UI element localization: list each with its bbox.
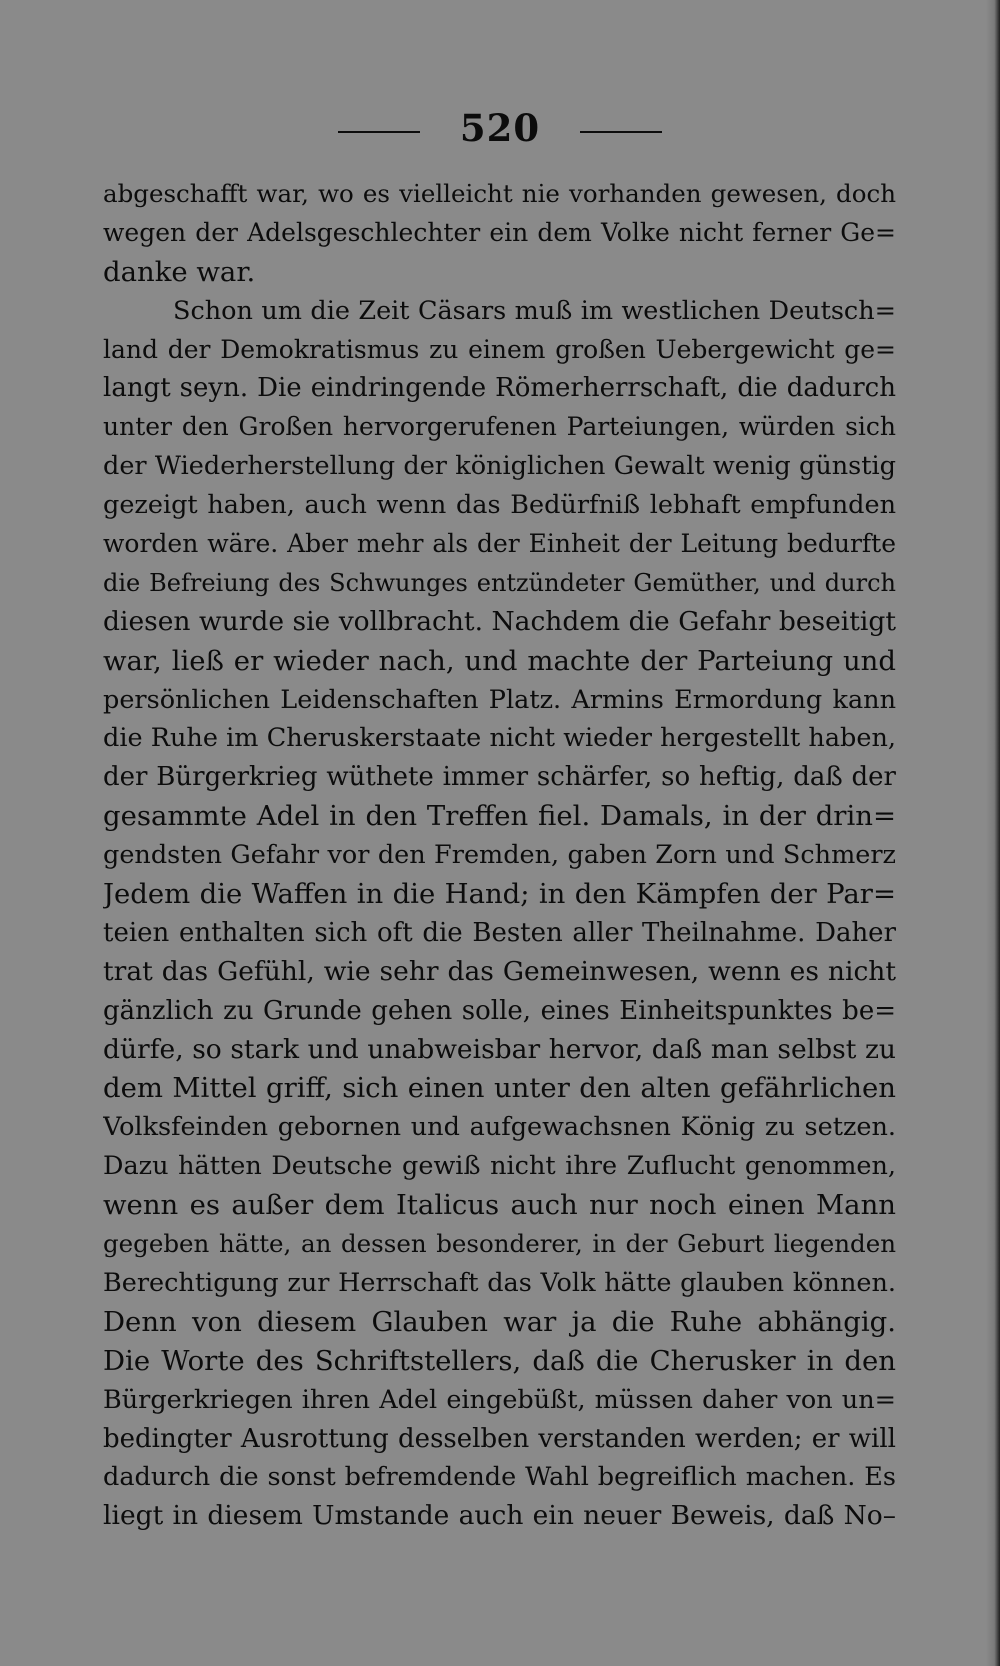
page-number: 520	[459, 106, 541, 150]
text-line: wenn es außer dem Italicus auch nur noch einen Mann	[103, 1189, 896, 1222]
page-edge-shadow	[986, 0, 1000, 1666]
header-rule-right	[580, 131, 662, 133]
text-line: dem Mittel griff, sich einen unter den alten gefährlichen	[103, 1072, 896, 1105]
text-line: gesammte Adel in den Treffen fiel. Damals, in der drin=	[103, 800, 896, 833]
text-line: Jedem die Waffen in die Hand; in den Kämpfen der Par=	[103, 878, 896, 911]
text-line: gezeigt haben, auch wenn das Bedürfniß lebhaft empfunden	[103, 490, 896, 521]
text-line: dürfe, so stark und unabweisbar hervor, daß man selbst zu	[103, 1033, 896, 1065]
text-line: Berechtigung zur Herrschaft das Volk hätte glauben können.	[103, 1267, 896, 1298]
text-line: langt seyn. Die eindringende Römerherrschaft, die dadurch	[103, 373, 896, 404]
text-line: war, ließ er wieder nach, und machte der Parteiung und	[103, 644, 896, 677]
text-line: abgeschafft war, wo es vielleicht nie vorhanden gewesen, doch	[103, 179, 896, 208]
text-line: liegt in diesem Umstande auch ein neuer Beweis, daß No–	[103, 1500, 896, 1532]
header-rule-left	[338, 131, 420, 133]
text-line: bedingter Ausrottung desselben verstanden werden; er will	[103, 1423, 896, 1454]
text-line: Die Worte des Schriftstellers, daß die Cherusker in den	[103, 1344, 896, 1377]
text-line: Schon um die Zeit Cäsars muß im westlichen Deutsch=	[173, 295, 896, 326]
text-line: teien enthalten sich oft die Besten aller Theilnahme. Daher	[103, 917, 896, 948]
text-line: land der Demokratismus zu einem großen Uebergewicht ge=	[103, 334, 896, 364]
text-line: gendsten Gefahr vor den Fremden, gaben Zorn und Schmerz	[103, 840, 896, 871]
body-text	[103, 175, 896, 1536]
text-line: persönlichen Leidenschaften Platz. Armins Ermordung kann	[103, 684, 896, 715]
text-line: gänzlich zu Grunde gehen solle, eines Einheitspunktes be=	[103, 995, 896, 1026]
text-line: die Befreiung des Schwunges entzündeter Gemüther, und durch	[103, 568, 896, 597]
text-line: der Wiederherstellung der königlichen Gewalt wenig günstig	[103, 451, 896, 482]
text-line: Dazu hätten Deutsche gewiß nicht ihre Zuflucht genommen,	[103, 1151, 896, 1182]
text-line: dadurch die sonst befremdende Wahl begreiflich machen. Es	[103, 1462, 896, 1493]
text-line: Bürgerkriegen ihren Adel eingebüßt, müssen daher von un=	[103, 1384, 896, 1415]
text-line: gegeben hätte, an dessen besonderer, in der Geburt liegenden	[103, 1229, 896, 1259]
text-line: worden wäre. Aber mehr als der Einheit der Leitung bedurfte	[103, 529, 896, 559]
text-line: danke war.	[103, 255, 256, 288]
page-header	[0, 98, 1000, 158]
text-line: die Ruhe im Cheruskerstaate nicht wieder hergestellt haben,	[103, 723, 896, 754]
text-line: trat das Gefühl, wie sehr das Gemeinwesen, wenn es nicht	[103, 955, 896, 987]
text-line: Denn von diesem Glauben war ja die Ruhe abhängig.	[103, 1305, 896, 1338]
text-line: der Bürgerkrieg wüthete immer schärfer, so heftig, daß der	[103, 762, 896, 793]
text-line: unter den Großen hervorgerufenen Parteiungen, würden sich	[103, 412, 896, 442]
text-line: wegen der Adelsgeschlechter ein dem Volke nicht ferner Ge=	[103, 217, 896, 247]
text-line: Volksfeinden gebornen und aufgewachsnen König zu setzen.	[103, 1112, 896, 1143]
text-line: diesen wurde sie vollbracht. Nachdem die Gefahr beseitigt	[103, 605, 896, 637]
